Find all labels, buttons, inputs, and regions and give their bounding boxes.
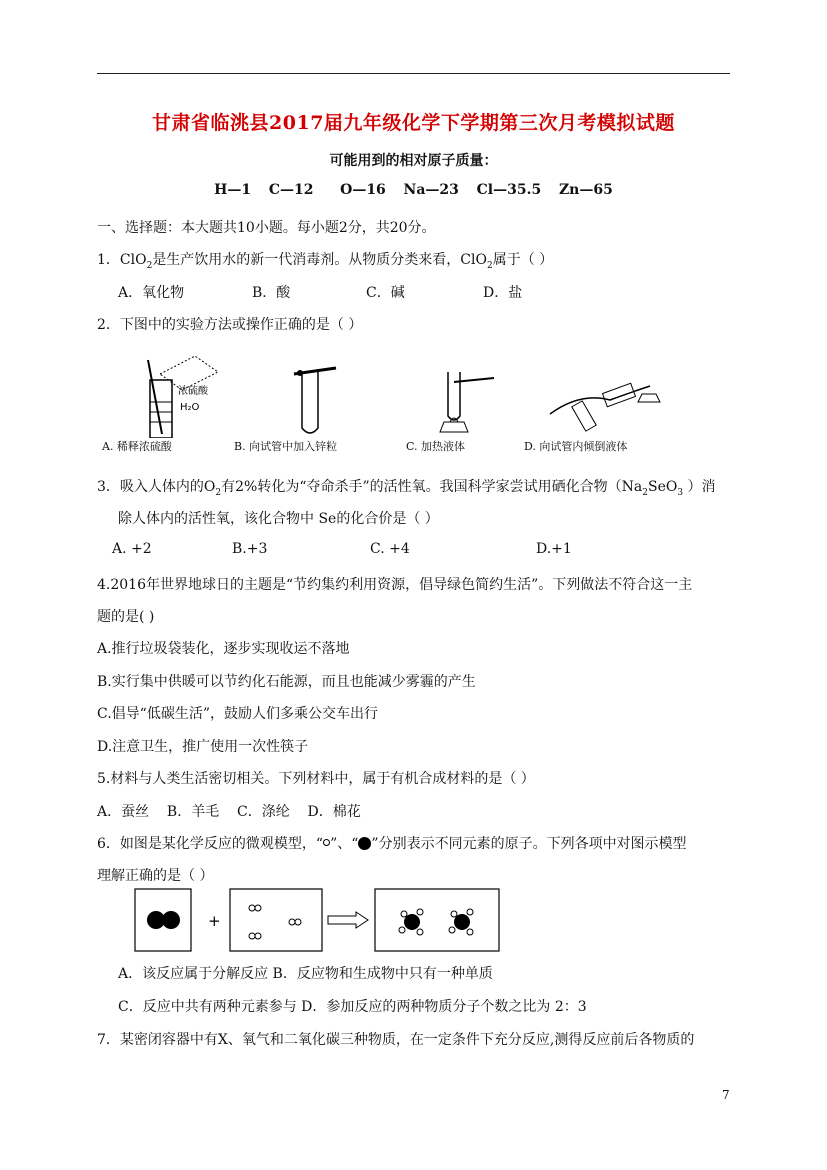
q6-options-ab: A．该反应属于分解反应 B．反应物和生成物中只有一种单质 [118,966,493,982]
question-6-line-1: 6．如图是某化学反应的微观模型，“ ”、“ ”分别表示不同元素的原子。下列各项中对图示模型 [97,836,687,852]
header-rule [97,73,730,74]
q3-option-b: B.+3 [232,541,268,557]
q2-caption-d: D. 向试管内倾倒液体 [524,440,628,453]
page-title: 甘肃省临洮县2017届九年级化学下学期第三次月考模拟试题 [152,112,675,134]
pour-liquid-illustration [540,352,670,438]
q1-option-a: A．氧化物 [118,285,185,301]
q1-option-c: C．碱 [366,285,405,301]
q4-option-d: D.注意卫生，推广使用一次性筷子 [97,739,309,755]
q1-option-d: D．盐 [483,285,523,301]
question-4-line-1: 4.2016年世界地球日的主题是“节约集约利用资源，倡导绿色简约生活”。下列做法不符合这一主 [97,577,693,593]
svg-text:+: + [208,912,221,930]
svg-text:H₂O: H₂O [180,402,200,413]
question-3-line-1: 3．吸入人体内的$O_2$有2%转化为“夺命杀手”的活性氧。我国科学家尝试用硒化合物（$Na_2SeO_3$ ）消 [97,479,716,498]
q2-caption-b: B. 向试管中加入锌粒 [234,440,338,453]
q3-option-d: D.+1 [536,541,572,557]
question-7-line-1: 7．某密闭容器中有X、氧气和二氧化碳三种物质，在一定条件下充分反应,测得反应前后各物质的 [97,1032,695,1048]
page-number: 7 [722,1088,730,1102]
q4-option-b: B.实行集中供暖可以节约化石能源，而且也能减少雾霾的产生 [97,674,476,690]
q3-option-c: C. +4 [370,541,410,557]
q2-caption-c: C. 加热液体 [406,440,466,453]
q5-options: A．蚕丝 B．羊毛 C．涤纶 D．棉花 [97,804,361,820]
question-6-line-2: 理解正确的是（ ） [97,868,214,884]
question-1: 1．ClO$_2$是生产饮用水的新一代消毒剂。从物质分类来看，ClO$_2$属于（ ） [97,252,554,271]
question-2: 2．下图中的实验方法或操作正确的是（ ） [97,317,363,333]
q2-caption-a: A. 稀释浓硫酸 [102,440,172,453]
q4-option-a: A.推行垃圾袋装化，逐步实现收运不落地 [97,641,350,657]
reaction-model-diagram [134,888,654,954]
section-heading: 一、选择题：本大题共10小题。每小题2分，共20分。 [97,220,436,236]
q1-option-b: B．酸 [252,285,291,301]
question-5: 5.材料与人类生活密切相关。下列材料中，属于有机合成材料的是（ ） [97,771,535,787]
heating-liquid-illustration [420,352,500,438]
svg-text:浓硫酸: 浓硫酸 [178,386,208,397]
dilute-acid-illustration [100,352,220,438]
atomic-masses: H—1 C—12 O—16 Na—23 Cl—35.5 Zn—65 [214,182,613,198]
q2-figure [100,352,700,462]
question-4-line-2: 题的是( ) [97,609,155,625]
q4-option-c: C.倡导“低碳生活”，鼓励人们多乘公交车出行 [97,706,378,722]
q3-option-a: A. +2 [112,541,152,557]
question-3-line-2: 除人体内的活性氧，该化合物中 Se的化合价是（ ） [118,511,439,527]
large-atom-icon [358,837,371,850]
atomic-mass-heading: 可能用到的相对原子质量： [329,153,498,169]
test-tube-zinc-illustration [280,352,360,438]
q6-options-cd: C．反应中共有两种元素参与 D．参加反应的两种物质分子个数之比为 2：3 [118,999,587,1015]
